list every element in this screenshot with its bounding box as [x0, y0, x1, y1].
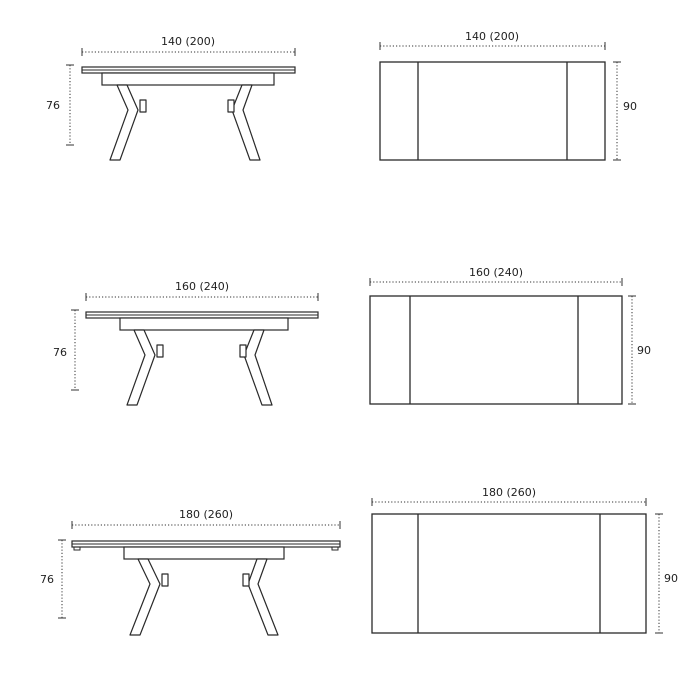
apron-side — [120, 318, 288, 330]
leg-bracket — [240, 345, 246, 357]
table-leg-left — [110, 85, 138, 160]
plan-view-180 — [372, 486, 678, 633]
plan-width-label: 140 (200) — [464, 30, 520, 43]
table-top-plan — [380, 62, 605, 160]
leg-bracket — [157, 345, 163, 357]
side-view-180 — [40, 508, 340, 635]
side-view-140 — [46, 35, 295, 160]
plan-depth-label: 90 — [664, 572, 678, 585]
plan-depth-label: 90 — [623, 100, 637, 113]
table-leg-right — [248, 559, 278, 635]
side-width-label: 160 (240) — [174, 280, 230, 293]
side-height-label: 76 — [46, 99, 60, 112]
rail-clip — [74, 547, 80, 550]
side-height-label: 76 — [53, 346, 67, 359]
leg-bracket — [228, 100, 234, 112]
table-top-plan — [370, 296, 622, 404]
table-leg-left — [130, 559, 160, 635]
table-leg-right — [244, 330, 272, 405]
leg-bracket — [140, 100, 146, 112]
plan-view-140 — [380, 30, 637, 160]
apron-side — [102, 73, 274, 85]
side-view-160 — [53, 280, 318, 405]
plan-depth-label: 90 — [637, 344, 651, 357]
side-width-label: 180 (260) — [178, 508, 234, 521]
table-leg-left — [127, 330, 155, 405]
plan-view-160 — [370, 266, 651, 404]
apron-side — [124, 547, 284, 559]
plan-width-label: 160 (240) — [468, 266, 524, 279]
row-160 — [53, 266, 651, 405]
rail-clip — [332, 547, 338, 550]
row-140 — [46, 30, 637, 160]
plan-width-label: 180 (260) — [481, 486, 537, 499]
leg-bracket — [162, 574, 168, 586]
leg-bracket — [243, 574, 249, 586]
table-top-plan — [372, 514, 646, 633]
side-height-label: 76 — [40, 573, 54, 586]
side-width-label: 140 (200) — [160, 35, 216, 48]
row-180 — [40, 486, 678, 635]
table-leg-right — [232, 85, 260, 160]
